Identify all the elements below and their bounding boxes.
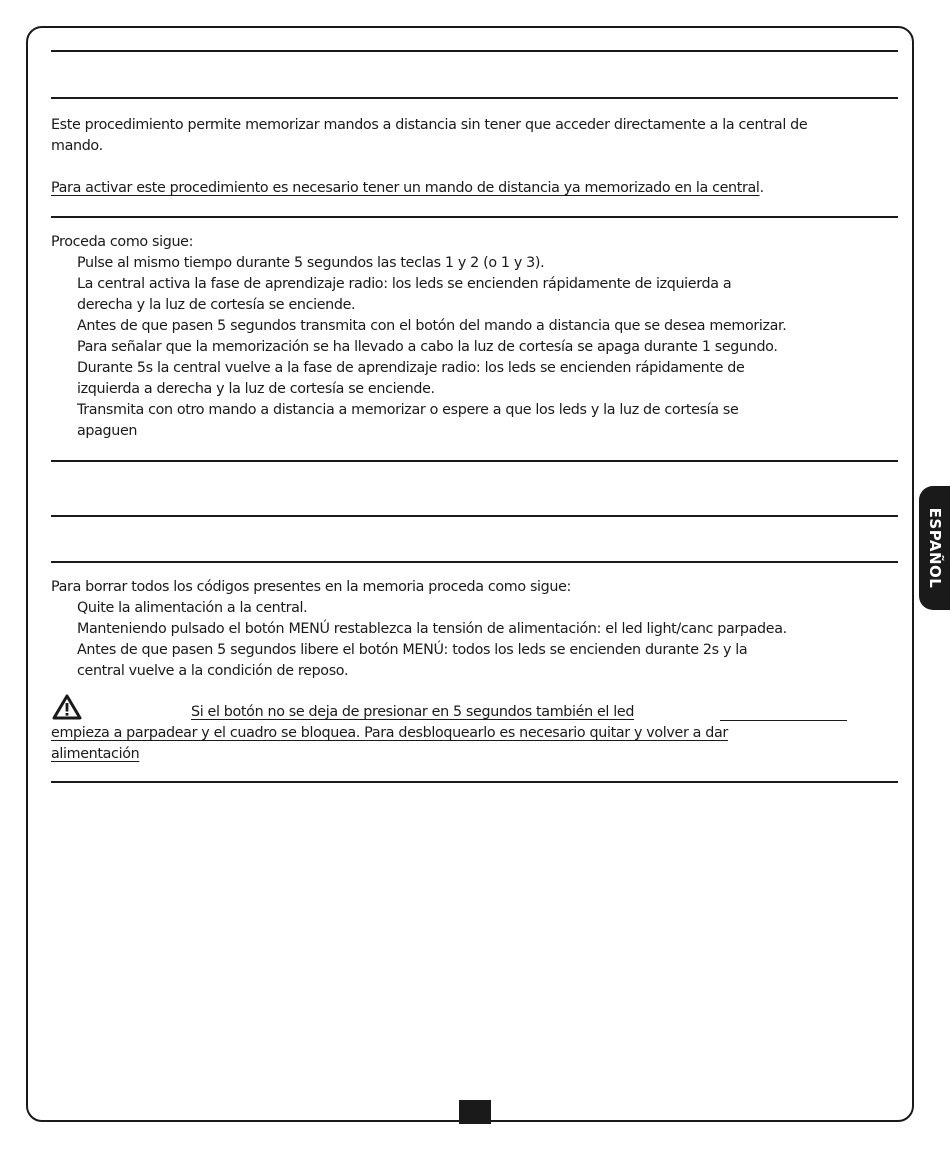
step-item: La central activa la fase de aprendizaje radio: los leds se encienden rápidamente de izquierda a [77,276,732,292]
erase-step: Quite la alimentación a la central. [77,600,308,616]
warning-text-line2: empieza a parpadear y el cuadro se bloquea. Para desbloquearlo es necesario quitar y volver a dar [51,725,728,741]
page-number-box [459,1100,491,1124]
warning-text-line3: alimentación [51,746,140,762]
intro-text: Este procedimiento permite memorizar mandos a distancia sin tener que acceder directamente a la central de [51,117,808,133]
language-tab [919,486,950,610]
step-item: derecha y la luz de cortesía se enciende. [77,297,356,313]
erase-step: Antes de que pasen 5 segundos libere el botón MENÚ: todos los leds se encienden durante 2s y la [77,642,748,658]
section-rule [51,561,898,563]
section-rule [51,781,898,783]
erase-step: central vuelve a la condición de reposo. [77,663,349,679]
steps-heading: Proceda como sigue: [51,234,194,250]
section-rule [51,460,898,462]
requirement-period: . [759,180,764,196]
section-rule [51,97,898,99]
warning-underline-blank [720,720,847,721]
section-rule [51,50,898,52]
step-item: Pulse al mismo tiempo durante 5 segundos las teclas 1 y 2 (o 1 y 3). [77,255,545,271]
step-item: izquierda a derecha y la luz de cortesía se enciende. [77,381,435,397]
intro-text-cont: mando. [51,138,103,154]
section-rule [51,515,898,517]
language-tab-label: ESPAÑOL [925,507,944,589]
step-item: Transmita con otro mando a distancia a memorizar o espere a que los leds y la luz de cortesía se [77,402,739,418]
requirement-text: Para activar este procedimiento es necesario tener un mando de distancia ya memorizado en la central [51,180,760,196]
step-item: Para señalar que la memorización se ha llevado a cabo la luz de cortesía se apaga durante 1 segundo. [77,339,778,355]
step-item: apaguen [77,423,138,439]
warning-triangle-icon [52,694,82,720]
requirement-note [51,178,901,199]
warning-text-line1: Si el botón no se deja de presionar en 5 segundos también el led [191,704,635,720]
erase-heading: Para borrar todos los códigos presentes en la memoria proceda como sigue: [51,579,572,595]
step-item: Durante 5s la central vuelve a la fase de aprendizaje radio: los leds se encienden rápidamente de [77,360,745,376]
erase-step: Manteniendo pulsado el botón MENÚ restablezca la tensión de alimentación: el led light/canc parpadea. [77,621,787,637]
section-rule [51,216,898,218]
step-item: Antes de que pasen 5 segundos transmita con el botón del mando a distancia que se desea memorizar. [77,318,787,334]
